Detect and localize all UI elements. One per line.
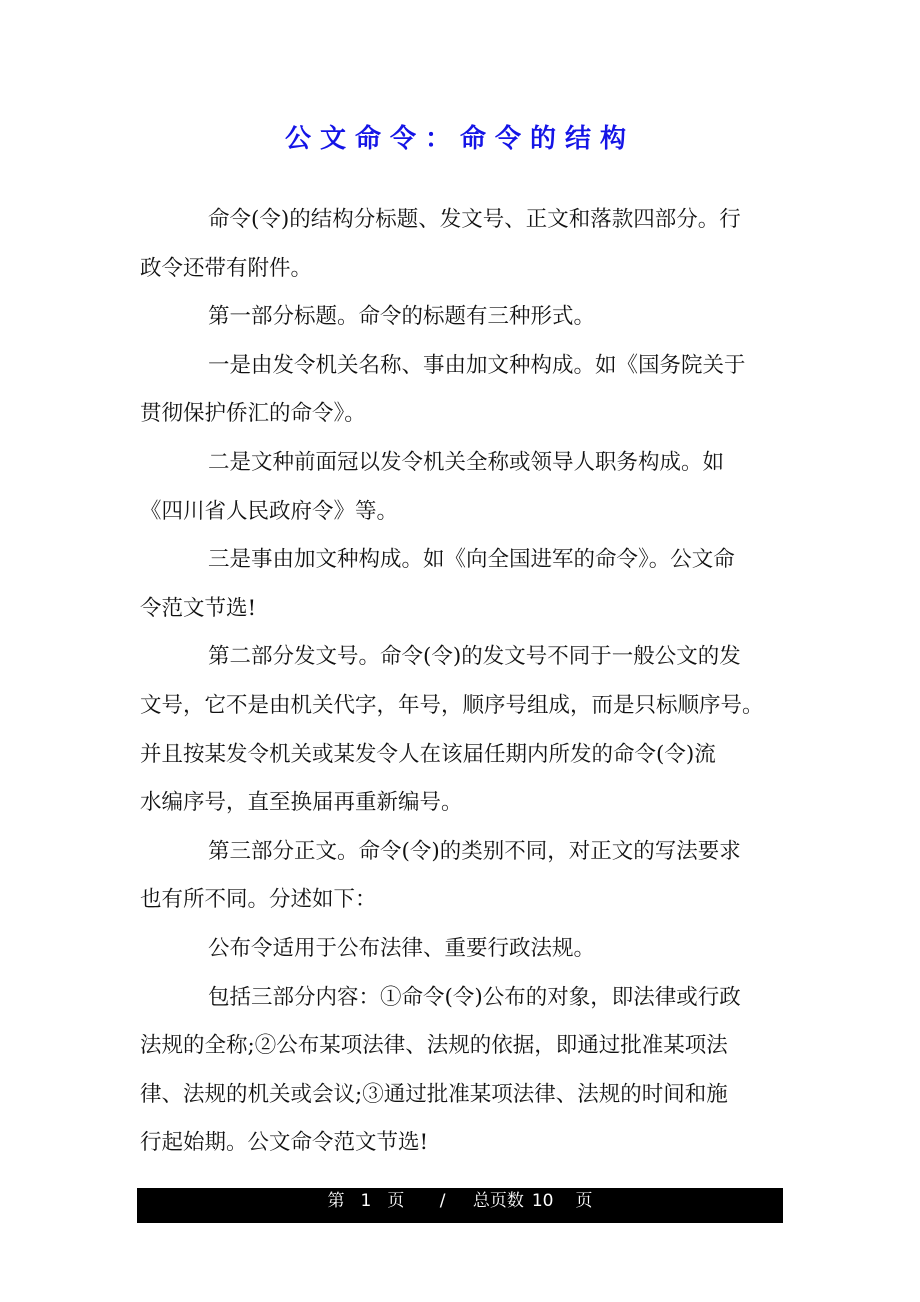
paragraph <box>140 978 790 1172</box>
paragraph-line: 《四川省人民政府令》等。 <box>140 498 399 524</box>
page-footer <box>137 1188 783 1223</box>
page-number: 1 <box>360 1191 372 1211</box>
paragraph-line: 行起始期。公文命令范文节选! <box>140 1130 429 1156</box>
page-prefix: 第 <box>327 1191 345 1211</box>
paragraph <box>140 832 790 929</box>
paragraph <box>140 297 790 346</box>
paragraph-line: 包括三部分内容：①命令(令)公布的对象，即法律或行政 <box>208 984 741 1010</box>
total-suffix: 页 <box>575 1191 593 1211</box>
paragraph <box>140 929 790 978</box>
paragraph-line: 第三部分正文。命令(令)的类别不同，对正文的写法要求 <box>208 838 741 864</box>
paragraph-line: 命令(令)的结构分标题、发文号、正文和落款四部分。行 <box>208 207 741 232</box>
paragraph-line: 文号，它不是由机关代字，年号，顺序号组成，而是只标顺序号。 <box>140 692 764 718</box>
paragraph-line: 也有所不同。分述如下： <box>140 887 377 913</box>
paragraph-line: 一是由发令机关名称、事由加文种构成。如《国务院关于 <box>208 352 746 378</box>
document-title: 公文命令：命令的结构 <box>284 124 635 154</box>
paragraph-line: 律、法规的机关或会议;③通过批准某项法律、法规的时间和施 <box>140 1081 728 1107</box>
paragraph-line: 贯彻保护侨汇的命令》。 <box>140 401 366 427</box>
paragraph <box>140 200 790 297</box>
paragraph-line: 政令还带有附件。 <box>140 255 313 281</box>
paragraph-line: 二是文种前面冠以发令机关全称或领导人职务构成。如 <box>208 449 725 475</box>
paragraph <box>140 637 790 831</box>
paragraph-line: 法规的全称;②公布某项法律、法规的依据，即通过批准某项法 <box>140 1033 728 1059</box>
page-separator: / <box>439 1191 446 1211</box>
paragraph-line: 并且按某发令机关或某发令人在该届任期内所发的命令(令)流 <box>140 741 716 767</box>
page-suffix: 页 <box>387 1191 405 1211</box>
paragraph-line: 第一部分标题。命令的标题有三种形式。 <box>208 304 596 330</box>
paragraph <box>140 540 790 637</box>
total-label: 总页数 <box>472 1191 524 1211</box>
paragraph-line: 三是事由加文种构成。如《向全国进军的命令》。公文命 <box>208 547 735 573</box>
paragraph-line: 公布令适用于公布法律、重要行政法规。 <box>208 935 596 961</box>
total-pages: 10 <box>531 1191 554 1211</box>
document-body <box>140 200 790 1172</box>
paragraph-line: 水编序号，直至换届再重新编号。 <box>140 790 463 816</box>
paragraph-line: 令范文节选! <box>140 595 257 621</box>
paragraph-line: 第二部分发文号。命令(令)的发文号不同于一般公文的发 <box>208 644 741 670</box>
paragraph <box>140 346 790 443</box>
paragraph <box>140 443 790 540</box>
